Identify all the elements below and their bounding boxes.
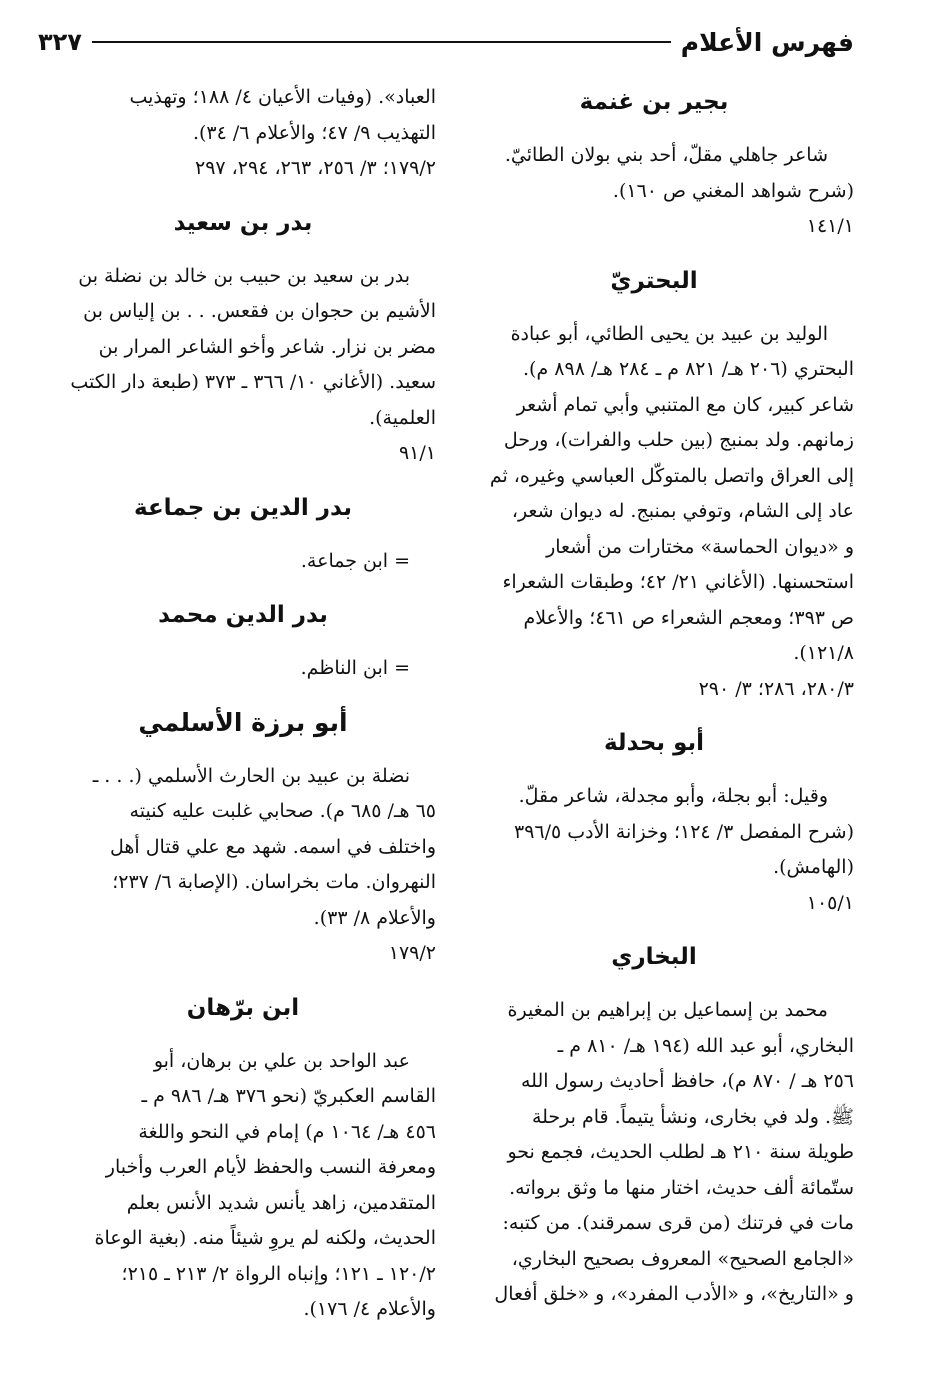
entry-title: أبو بحدلة (603, 730, 705, 756)
entry-text-line: ٢٥٦ هـ / ٨٧٠ م)، حافظ أحاديث رسول الله (521, 1070, 854, 1092)
entry-text-line: الوليد بن عبيد بن يحيى الطائي، أبو عبادة (510, 322, 828, 345)
header-rule (92, 41, 671, 43)
entry-text-line: ومعرفة النسب والحفظ لأيام العرب وأخبار (105, 1156, 436, 1178)
cross-reference: = ابن الناظم. (300, 657, 410, 679)
entry-text-line: سعيد. (الأغاني ١٠/ ٣٦٦ ـ ٣٧٣ (طبعة دار الكتب (70, 371, 436, 393)
entry-text-line: مضر بن نزار. شاعر وأخو الشاعر المرار بن (98, 335, 436, 358)
entry-reference: ١٠٥/١ (806, 891, 854, 914)
entry-text-line: العباد». (وفيات الأعيان ٤/ ١٨٨؛ وتهذيب (129, 86, 436, 108)
entry-text-line: القاسم العكبريّ (نحو ٣٧٦ هـ/ ٩٨٦ م ـ (141, 1085, 436, 1107)
entry-reference: ٢٨٠/٣، ٢٨٦؛ ٣/ ٢٩٠ (698, 677, 854, 700)
entry-text-line: و «التاريخ»، و «الأدب المفرد»، و «خلق أفعال (494, 1283, 854, 1305)
entry-text-line: و «ديوان الحماسة» مختارات من أشعار (546, 535, 854, 558)
entry-text-line: (شرح المفصل ٣/ ١٢٤؛ وخزانة الأدب ٣٩٦/٥ (513, 820, 854, 843)
entry-text-line: وقيل: أبو بجلة، وأبو مجدلة، شاعر مقلّ. (518, 785, 828, 807)
entry-text-line: عاد إلى الشام، وتوفي بمنبج. له ديوان شعر، (511, 500, 854, 522)
right-column (454, 80, 854, 1313)
entry-text-line: والأعلام ٨/ ٣٣). (313, 906, 436, 929)
entry-text-line: (الهامش). (773, 856, 854, 878)
entry-reference: ١٧٩/٢ (388, 942, 436, 964)
entry-text-line: المتقدمين، زاهد يأنس شديد الأنس بعلم (126, 1191, 436, 1214)
entry-text-line: زمانهم. ولد بمنبج (بين حلب والفرات)، ورحل (503, 429, 854, 451)
entry-reference: ١٧٩/٢؛ ٣/ ٢٥٦، ٢٦٣، ٢٩٤، ٢٩٧ (194, 157, 436, 179)
entry-reference: ٩١/١ (398, 442, 436, 464)
entry-text-line: شاعر كبير، كان مع المتنبي وأبي تمام أشعر (516, 393, 854, 416)
entry-bujayr (454, 80, 854, 245)
left-column (50, 80, 436, 1328)
entry-abu-barza (50, 701, 436, 972)
entry-text-line: بدر بن سعيد بن حبيب بن خالد بن نضلة بن (78, 264, 410, 287)
entry-reference: ١٤١/١ (806, 215, 854, 237)
entry-text-line: التهذيب ٩/ ٤٧؛ والأعلام ٦/ ٣٤). (192, 121, 436, 144)
entry-text-line: (شرح شواهد المغني ص ١٦٠). (612, 179, 854, 202)
entry-title: بدر الدين بن جماعة (134, 494, 352, 521)
entry-text-line: إلى العراق واتصل بالمتوكّل العباسي وغيره، ثم (489, 464, 854, 487)
running-title: فهرس الأعلام (680, 27, 854, 57)
entry-text-line: «الجامع الصحيح» المعروف بصحيح البخاري، (511, 1247, 854, 1270)
entry-text-line: نضلة بن عبيد بن الحارث الأسلمي (. . . ـ (92, 764, 410, 787)
entry-title: البحتريّ (610, 267, 698, 294)
entry-text-line: مات في فرتنك (من قرى سمرقند). من كتبه: (502, 1212, 854, 1234)
entry-text-line: شاعر جاهلي مقلّ، أحد بني بولان الطائيّ. (504, 144, 828, 166)
entry-text-line: ﷺ. ولد في بخارى، ونشأ يتيماً. قام برحلة (531, 1105, 854, 1128)
cross-reference: = ابن جماعة. (300, 549, 410, 572)
entry-continuation (50, 80, 436, 187)
entry-buhturi (454, 259, 854, 708)
entry-title: ابن برّهان (186, 994, 300, 1021)
entry-text-line: ١٢٠/٢ ـ ١٢١؛ وإنباه الرواة ٢/ ٢١٣ ـ ٢١٥؛ (121, 1262, 436, 1285)
entry-text-line: الأشيم بن حجوان بن فقعس. . . بن إلياس بن (83, 300, 436, 322)
entry-text-line: ٦٥ هـ/ ٦٨٥ م). صحابي غلبت عليه كنيته (129, 800, 436, 822)
entry-title: أبو برزة الأسلمي (138, 707, 348, 737)
entry-title: البخاري (611, 944, 697, 970)
entry-badr-aldin-bin-jamaa (50, 486, 436, 580)
page-header (38, 22, 854, 62)
entry-text-line: الحديث، ولكنه لم يروِ شيئاً منه. (بغية الوعاة (94, 1227, 436, 1249)
entry-title: بدر بن سعيد (173, 209, 313, 236)
entry-text-line: البخاري، أبو عبد الله (١٩٤ هـ/ ٨١٠ م ـ (557, 1034, 854, 1057)
entry-text-line: عبد الواحد بن علي بن برهان، أبو (153, 1049, 410, 1072)
entry-text-line: ٤٥٦ هـ/ ١٠٦٤ م) إمام في النحو واللغة (138, 1120, 436, 1143)
page-number: ٣٢٧ (38, 28, 82, 56)
entry-abu-bahdala (454, 721, 854, 921)
entry-text-line: النهروان. مات بخراسان. (الإصابة ٦/ ٢٣٧؛ (112, 871, 436, 893)
entry-text-line: استحسنها. (الأغاني ٢١/ ٤٢؛ وطبقات الشعراء (502, 571, 854, 593)
entry-bukhari (454, 935, 854, 1313)
entry-title: بدر الدين محمد (158, 602, 328, 628)
entry-text-line: والأعلام ٤/ ١٧٦). (303, 1298, 436, 1320)
entry-badr-bin-said (50, 201, 436, 472)
entry-text-line: ص ٣٩٣؛ ومعجم الشعراء ص ٤٦١؛ والأعلام (523, 606, 854, 629)
entry-text-line: محمد بن إسماعيل بن إبراهيم بن المغيرة (507, 999, 828, 1021)
entry-text-line: ستّمائة ألف حديث، اختار منها ما وثق برواته. (509, 1176, 854, 1199)
entry-badr-aldin-muhammad (50, 593, 436, 687)
entry-text-line: البحتري (٢٠٦ هـ/ ٨٢١ م ـ ٢٨٤ هـ/ ٨٩٨ م). (523, 358, 854, 380)
entry-title: بجير بن غنمة (579, 89, 729, 115)
entry-text-line: العلمية). (369, 406, 436, 429)
entry-text-line: واختلف في اسمه. شهد مع علي قتال أهل (110, 835, 436, 858)
entry-ibn-burhan (50, 986, 436, 1328)
entry-text-line: ١٢١/٨). (793, 642, 854, 664)
entry-text-line: طويلة سنة ٢١٠ هـ لطلب الحديث، فجمع نحو (507, 1141, 854, 1163)
